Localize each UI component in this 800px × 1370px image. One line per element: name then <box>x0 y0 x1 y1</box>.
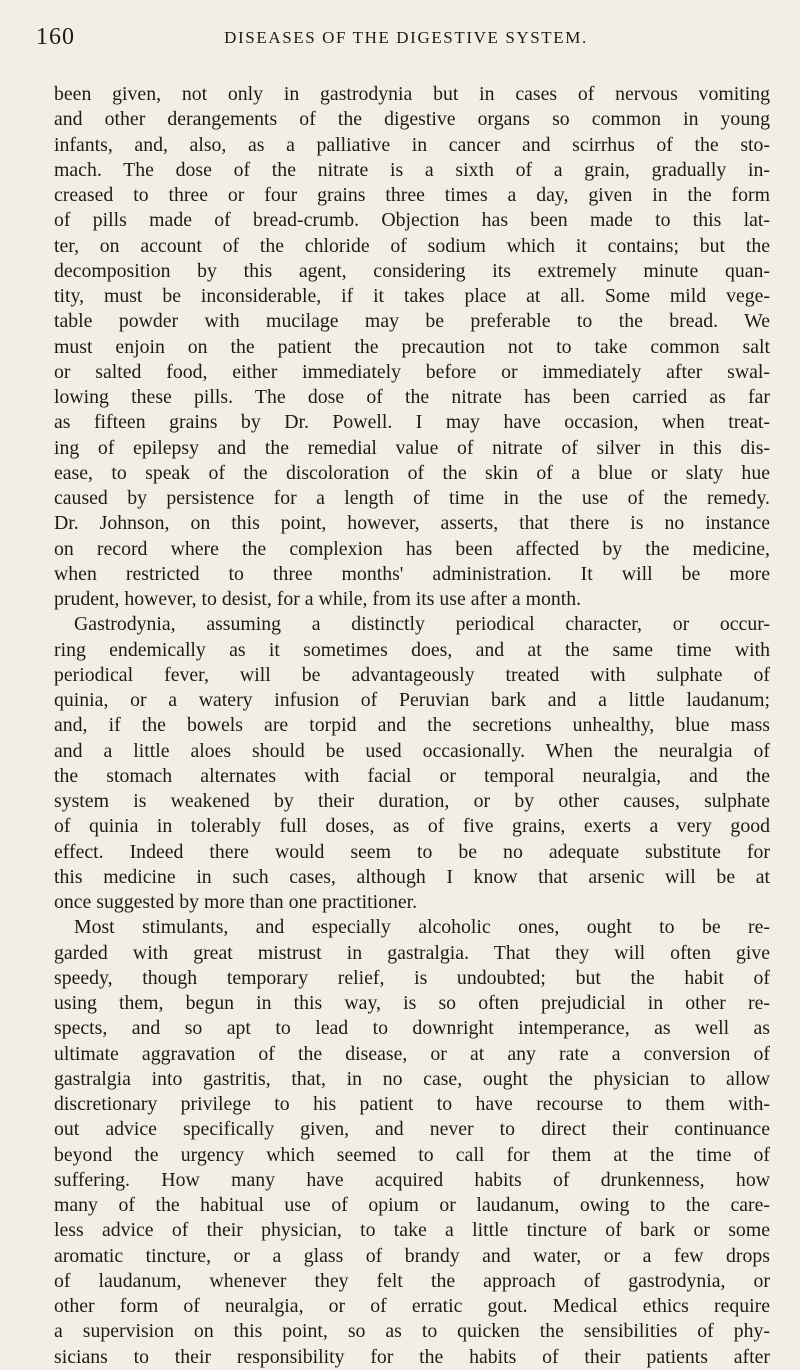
text-line: of laudanum, whenever they felt the approach of gastrodynia, or <box>54 1269 770 1292</box>
text-line: ultimate aggravation of the disease, or at any rate a conversion of <box>54 1042 770 1065</box>
text-line: ease, to speak of the discoloration of the skin of a blue or slaty hue <box>54 461 770 484</box>
page-header <box>36 20 776 60</box>
text-line: other form of neuralgia, or of erratic gout. Medical ethics require <box>54 1295 770 1317</box>
text-line: decomposition by this agent, considering its extremely minute quan- <box>54 259 770 282</box>
text-line: suffering. How many have acquired habits of drunkenness, how <box>54 1168 770 1191</box>
text-line: spects, and so apt to lead to downright intemperance, as well as <box>54 1017 770 1040</box>
text-line: on record where the complexion has been affected by the medicine, <box>54 537 770 560</box>
text-line: periodical fever, will be advantageously treated with sulphate of <box>54 663 770 686</box>
text-line: of pills made of bread-crumb. Objection has been made to this lat- <box>54 209 770 232</box>
text-line: speedy, though temporary relief, is undoubted; but the habit of <box>54 966 770 989</box>
text-line: and a little aloes should be used occasionally. When the neuralgia of <box>54 739 770 762</box>
text-line: effect. Indeed there would seem to be no adequate substitute for <box>54 840 770 863</box>
text-line: lowing these pills. The dose of the nitrate has been carried as far <box>54 386 770 408</box>
text-line: must enjoin on the patient the precaution not to take common salt <box>54 335 770 358</box>
text-line: been given, not only in gastrodynia but in cases of nervous vomiting <box>54 83 770 105</box>
paragraph-start-line: Most stimulants, and especially alcoholic ones, ought to be re- <box>74 916 770 939</box>
text-line: the stomach alternates with facial or temporal neuralgia, and the <box>54 764 770 787</box>
text-line: using them, begun in this way, is so often prejudicial in other re- <box>54 992 770 1014</box>
text-line: out advice specifically given, and never to direct their continuance <box>54 1118 770 1141</box>
running-head: DISEASES OF THE DIGESTIVE SYSTEM. <box>224 28 588 47</box>
text-line: beyond the urgency which seemed to call for them at the time of <box>54 1143 770 1166</box>
text-line: quinia, or a watery infusion of Peruvian bark and a little laudanum; <box>54 689 770 711</box>
text-line: tity, must be inconsiderable, if it takes place at all. Some mild vege- <box>54 285 770 307</box>
text-line: once suggested by more than one practitioner. <box>54 891 418 913</box>
text-line: ter, on account of the chloride of sodium which it contains; but the <box>54 234 770 257</box>
text-line: as fifteen grains by Dr. Powell. I may have occasion, when treat- <box>54 411 770 434</box>
text-line: a supervision on this point, so as to quicken the sensibilities of phy- <box>54 1320 770 1343</box>
text-line: ring endemically as it sometimes does, and at the same time with <box>54 638 770 661</box>
text-line: prudent, however, to desist, for a while, from its use after a month. <box>54 588 582 610</box>
text-line: when restricted to three months' administration. It will be more <box>54 562 770 585</box>
text-line: many of the habitual use of opium or laudanum, owing to the care- <box>54 1194 770 1216</box>
text-line: table powder with mucilage may be preferable to the bread. We <box>54 310 770 333</box>
text-line: discretionary privilege to his patient to have recourse to them with- <box>54 1093 770 1115</box>
text-line: Dr. Johnson, on this point, however, asserts, that there is no instance <box>54 512 770 535</box>
text-line: ing of epilepsy and the remedial value of nitrate of silver in this dis- <box>54 436 770 459</box>
text-line: infants, and, also, as a palliative in cancer and scirrhus of the sto- <box>54 133 770 156</box>
paragraph-start-line: Gastrodynia, assuming a distinctly periodical character, or occur- <box>74 613 770 636</box>
text-line: or salted food, either immediately before or immediately after swal- <box>54 360 770 383</box>
text-line: and other derangements of the digestive organs so common in young <box>54 108 770 131</box>
text-line: sicians to their responsibility for the habits of their patients after <box>54 1345 770 1368</box>
page-number: 160 <box>36 24 75 50</box>
text-line: this medicine in such cases, although I know that arsenic will be at <box>54 865 770 888</box>
text-line: system is weakened by their duration, or by other causes, sulphate <box>54 790 770 812</box>
text-line: garded with great mistrust in gastralgia. That they will often give <box>54 941 770 964</box>
text-line: of quinia in tolerably full doses, as of five grains, exerts a very good <box>54 815 770 838</box>
body-text <box>54 82 770 1370</box>
text-line: aromatic tincture, or a glass of brandy and water, or a few drops <box>54 1244 770 1267</box>
text-line: less advice of their physician, to take a little tincture of bark or some <box>54 1219 770 1242</box>
text-line: gastralgia into gastritis, that, in no case, ought the physician to allow <box>54 1067 770 1090</box>
text-line: caused by persistence for a length of time in the use of the remedy. <box>54 487 770 509</box>
text-line: mach. The dose of the nitrate is a sixth of a grain, gradually in- <box>54 158 770 181</box>
text-line: and, if the bowels are torpid and the secretions unhealthy, blue mass <box>54 714 770 737</box>
text-line: creased to three or four grains three times a day, given in the form <box>54 184 770 206</box>
